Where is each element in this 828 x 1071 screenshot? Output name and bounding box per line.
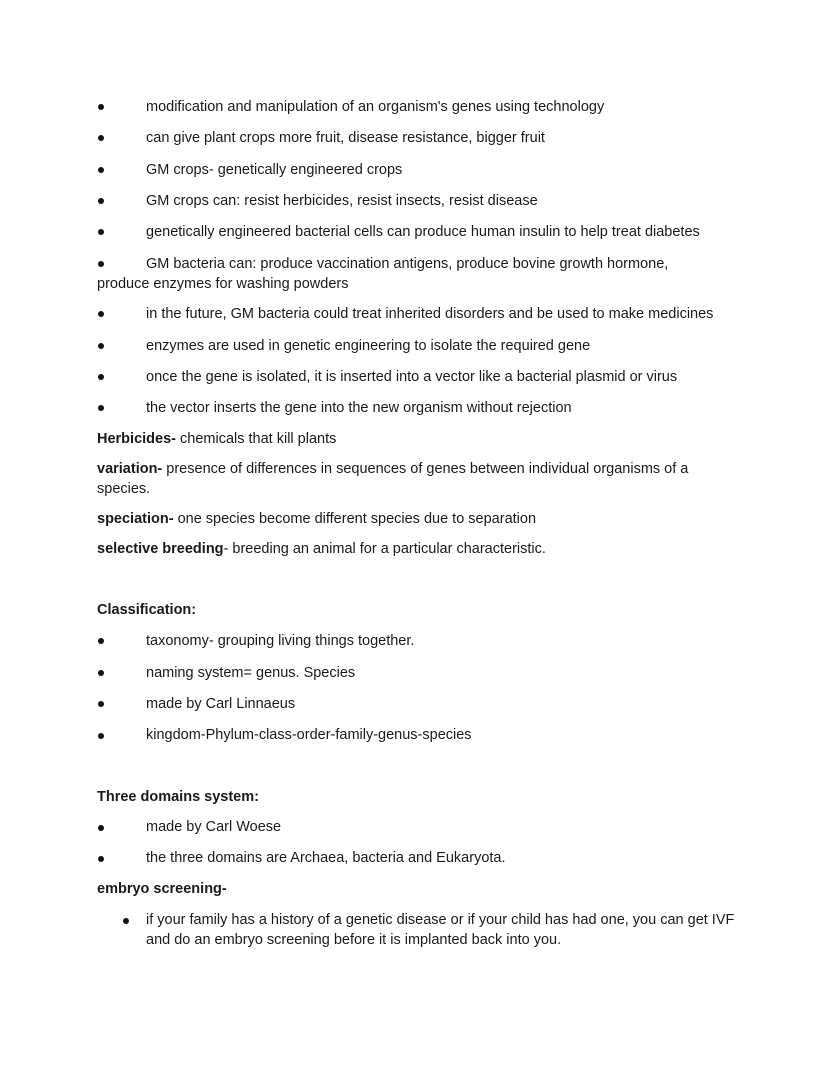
classification-bullet-1: taxonomy- grouping living things together. — [146, 633, 415, 649]
definition-selective-breeding-text: - breeding an animal for a particular characteristic. — [223, 541, 546, 557]
bullet-icon — [98, 198, 104, 204]
three-domains-bullet-2: the three domains are Archaea, bacteria and Eukaryota. — [146, 850, 506, 866]
gm-bullet-1: modification and manipulation of an organism's genes using technology — [146, 99, 605, 115]
definition-selective-breeding — [97, 539, 737, 559]
definition-speciation — [97, 509, 737, 529]
gm-bullet-2: can give plant crops more fruit, disease resistance, bigger fruit — [146, 130, 545, 146]
bullet-icon — [98, 733, 104, 739]
bullet-icon — [98, 374, 104, 380]
gm-bullet-6: GM bacteria can: produce vaccination antigens, produce bovine growth hormone, — [146, 256, 669, 272]
bullet-icon — [98, 229, 104, 235]
bullet-icon — [98, 670, 104, 676]
gm-bullet-6-continued: produce enzymes for washing powders — [97, 276, 349, 292]
bullet-icon — [98, 135, 104, 141]
term-variation: variation- — [97, 461, 163, 477]
definition-herbicides — [97, 429, 737, 449]
gm-bullet-8: enzymes are used in genetic engineering to isolate the required gene — [146, 338, 591, 354]
bullet-icon — [98, 638, 104, 644]
bullet-icon — [98, 825, 104, 831]
bullet-icon — [98, 167, 104, 173]
term-herbicides: Herbicides- — [97, 431, 176, 447]
bullet-icon — [98, 701, 104, 707]
bullet-icon — [98, 856, 104, 862]
bullet-icon — [98, 311, 104, 317]
embryo-screening-heading: embryo screening- — [97, 881, 227, 897]
gm-bullet-5: genetically engineered bacterial cells can produce human insulin to help treat diabetes — [146, 224, 700, 240]
bullet-icon — [98, 104, 104, 110]
bullet-icon — [98, 261, 104, 267]
definition-herbicides-text: chemicals that kill plants — [175, 431, 337, 447]
three-domains-heading: Three domains system: — [97, 789, 259, 805]
three-domains-bullet-1: made by Carl Woese — [146, 819, 282, 835]
gm-bullet-10: the vector inserts the gene into the new organism without rejection — [146, 400, 572, 416]
bullet-icon — [98, 405, 104, 411]
gm-bullet-9: once the gene is isolated, it is inserted into a vector like a bacterial plasmid or virus — [146, 369, 678, 385]
definition-variation — [97, 459, 717, 499]
classification-bullet-4: kingdom-Phylum-class-order-family-genus-species — [146, 727, 472, 743]
gm-bullet-7: in the future, GM bacteria could treat inherited disorders and be used to make medicines — [146, 306, 714, 322]
classification-bullet-2: naming system= genus. Species — [146, 665, 356, 681]
bullet-icon — [98, 343, 104, 349]
embryo-screening-bullet: if your family has a history of a genetic disease or if your child has had one, you can get IVF and do an embryo screening before it is implanted back into you. — [146, 912, 735, 948]
classification-bullet-3: made by Carl Linnaeus — [146, 696, 296, 712]
gm-bullet-4: GM crops can: resist herbicides, resist insects, resist disease — [146, 193, 538, 209]
definition-speciation-text: one species become different species due to separation — [173, 511, 537, 527]
gm-bullet-3: GM crops- genetically engineered crops — [146, 162, 403, 178]
bullet-icon — [123, 918, 129, 924]
classification-heading: Classification: — [97, 602, 197, 618]
term-speciation: speciation- — [97, 511, 174, 527]
definition-variation-text: presence of differences in sequences of genes between individual organisms of a species. — [97, 461, 689, 497]
term-selective-breeding: selective breeding — [97, 541, 224, 557]
